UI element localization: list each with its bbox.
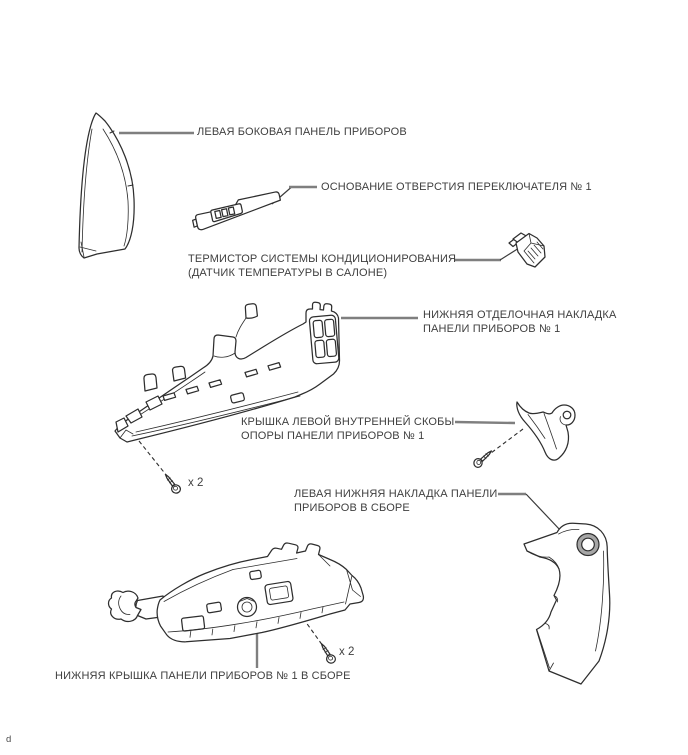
left-lower-panel-assy-drawing	[524, 523, 610, 684]
quantity-marker: x 2	[339, 646, 355, 658]
label-line: ЛЕВАЯ БОКОВАЯ ПАНЕЛЬ ПРИБОРОВ	[197, 126, 407, 138]
label-ac-thermistor	[188, 253, 456, 280]
label-line: НИЖНЯЯ КРЫШКА ПАНЕЛИ ПРИБОРОВ № 1 В СБОРЕ	[55, 670, 351, 682]
label-line: ЛЕВАЯ НИЖНЯЯ НАКЛАДКА ПАНЕЛИ	[294, 488, 498, 500]
switch-hole-base-drawing	[190, 191, 283, 231]
ac-thermistor-drawing	[509, 233, 545, 267]
label-line: КРЫШКА ЛЕВОЙ ВНУТРЕННЕЙ СКОБЫ	[241, 416, 455, 428]
label-switch-hole-base	[321, 181, 592, 195]
screw-icon	[318, 644, 338, 664]
label-line: (ДАТЧИК ТЕМПЕРАТУРЫ В САЛОНЕ)	[188, 266, 388, 279]
under-cover-assy-drawing	[109, 543, 364, 642]
page-corner-mark: d	[6, 734, 12, 745]
label-lower-finish-panel	[423, 309, 616, 336]
label-line: ОПОРЫ ПАНЕЛИ ПРИБОРОВ № 1	[241, 429, 425, 442]
brace-cover-drawing	[517, 402, 575, 460]
label-line: ПАНЕЛИ ПРИБОРОВ № 1	[423, 322, 561, 335]
left-side-panel-drawing	[79, 113, 134, 258]
label-left-side-panel	[197, 126, 407, 140]
label-line: ОСНОВАНИЕ ОТВЕРСТИЯ ПЕРЕКЛЮЧАТЕЛЯ № 1	[321, 181, 592, 193]
label-left-lower-panel-assy	[294, 488, 497, 515]
label-brace-cover	[241, 416, 454, 443]
label-line: ТЕРМИСТОР СИСТЕМЫ КОНДИЦИОНИРОВАНИЯ	[188, 253, 457, 265]
screw-icon	[474, 450, 492, 467]
screw-icon	[163, 474, 182, 493]
label-line: НИЖНЯЯ ОТДЕЛОЧНАЯ НАКЛАДКА	[423, 309, 617, 321]
quantity-marker: x 2	[188, 477, 204, 489]
label-under-cover-assy	[55, 670, 351, 684]
label-line: ПРИБОРОВ В СБОРЕ	[294, 501, 410, 514]
